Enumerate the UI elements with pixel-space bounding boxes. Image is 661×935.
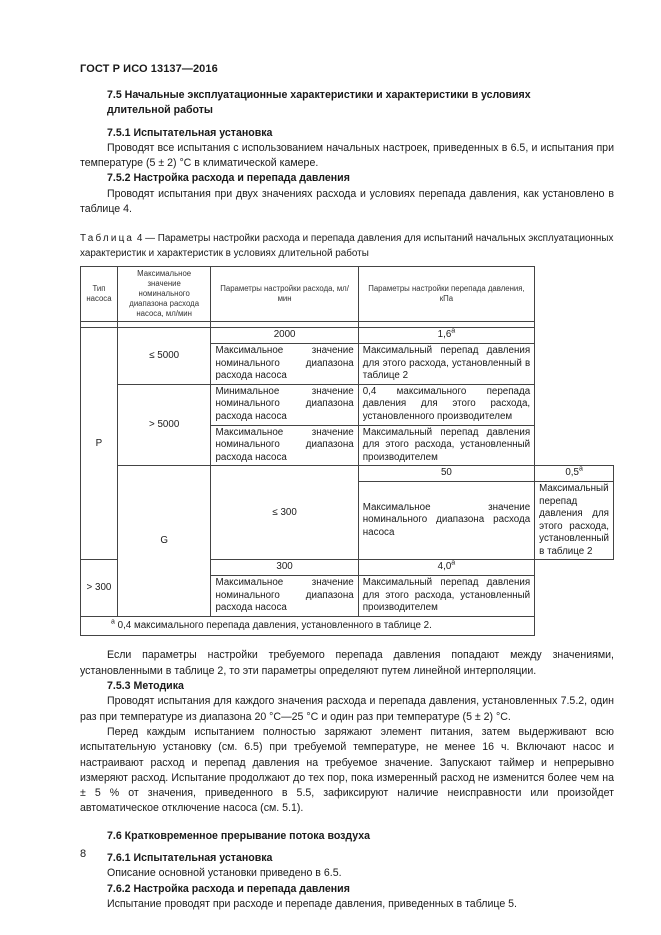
footnote-ref: а [451,328,456,336]
pressure-value: 4,0 [437,561,452,573]
pressure-value: 0,5 [565,467,579,479]
section-7-6-2-text: Испытание проводят при расходе и перепаде давления, приведенных в таблице 5. [107,897,517,910]
page-number: 8 [80,848,87,860]
range-cell: > 5000 [117,384,211,466]
pump-type-p: P [81,328,118,560]
section-7-5-2-heading: 7.5.2 Настройка расхода и перепада давления [107,172,350,185]
footnote-ref: а [578,466,583,474]
table-footnote-row [81,616,614,636]
flow-cell: Максимальное значение номинального диапазона расхода насоса [211,425,358,466]
table-4 [80,266,614,636]
table-caption-text: 4 — Параметры настройки расхода и перепада давления для испытаний начальных эксплуатационных характеристик и характеристик в условиях длительной работы [80,233,614,260]
range-cell: > 300 [81,560,118,616]
table-row [81,466,614,482]
after-table-text: Если параметры настройки требуемого перепада давления попадают между значениями, установленными в таблице 2, то эти параметры определяют путем линейной интерполяции. [80,649,614,677]
table-caption-word: Таблица [80,233,135,245]
section-7-5-3-p2: Перед каждым испытанием полностью заряжают элемент питания, затем выдерживают всю испытательную установку (см. 6.5) при требуемой температуре, не менее 16 ч. Включают насос и настраивают расход и перепад давления на требуемое значение. Запускают таймер и непрерывно измеряют расход. Испытание продолжают до тех пор, пока измеренный расход не изменится более чем на ± 5 % от значения, приведенного в 5.5, зафиксируют наличие неисправности или произойдет автоматическое отключение насоса (см. 5.1). [80,725,614,815]
section-7-6-1-heading: 7.6.1 Испытательная установка [107,852,273,864]
pressure-cell [535,466,614,482]
main-content [80,88,614,912]
footnote-ref: а [451,560,456,568]
section-7-6-2-heading: 7.6.2 Настройка расхода и перепада давления [107,882,350,895]
section-7-6-heading: 7.6 Кратковременное прерывание потока воздуха [107,829,371,842]
footnote-text: 0,4 максимального перепада давления, установленного в таблице 2. [114,619,432,631]
flow-cell: Максимальное значение номинального диапазона расхода насоса [211,343,358,384]
header-max-range: Максимальное значение номинального диапазона расхода насоса, мл/мин [117,267,211,322]
flow-cell: 300 [211,560,358,576]
table-row [81,384,614,425]
flow-cell: Максимальное значение номинального диапазона расхода насоса [358,481,534,560]
range-cell: ≤ 300 [211,466,358,560]
section-7-5-2-text: Проводят испытания при двух значениях расхода и условиях перепада давления, как установлено в таблице 4. [80,187,614,216]
pressure-cell: Максимальный перепад давления для этого расхода, установленный производителем [358,576,534,617]
pressure-cell: 0,4 максимального перепада давления для этого расхода, установленного производителем [358,384,534,425]
footnote-mark: а [111,618,115,626]
table-header-row [81,267,614,322]
section-7-6-1-text: Описание основной установки приведено в 6.5. [107,867,342,880]
flow-cell: Максимальное значение номинального диапазона расхода насоса [211,576,358,617]
table-row [81,328,614,344]
section-7-5-3-p1: Проводят испытания для каждого значения расхода и перепада давления, установленных 7.5.2, один раз при температуре из диапазона 20 °С—25 °С и один раз при температуре (5 ± 2) °С. [80,695,614,723]
section-7-5-1-text: Проводят все испытания с использованием начальных настроек, приведенных в 6.5, и испытания при температуре (5 ± 2) °С в климатической камере. [80,141,614,170]
section-7-5-1-heading: 7.5.1 Испытательная установка [107,126,273,139]
pressure-cell [358,328,534,344]
header-pump-type: Тип насоса [81,267,118,322]
flow-cell: 2000 [211,328,358,344]
pump-type-g: G [117,466,211,617]
header-pressure-setting: Параметры настройки перепада давления, кПа [358,267,534,322]
pressure-value: 1,6 [437,329,452,341]
pressure-cell: Максимальный перепад давления для этого расхода, установленный в таблице 2 [358,343,534,384]
range-cell: ≤ 5000 [117,328,211,384]
table-4-caption [80,231,614,261]
section-7-5-heading: 7.5 Начальные эксплуатационные характеристики и характеристики в условиях длительной работы [107,89,531,117]
pressure-cell [358,560,534,576]
pressure-cell: Максимальный перепад давления для этого расхода, установленный в таблице 2 [535,481,614,560]
document-header: ГОСТ Р ИСО 13137—2016 [80,63,218,75]
section-7-5-3-heading: 7.5.3 Методика [107,680,184,693]
header-flow-setting: Параметры настройки расхода, мл/мин [211,267,358,322]
flow-cell: Минимальное значение номинального диапазона расхода насоса [211,384,358,425]
flow-cell: 50 [358,466,534,482]
pressure-cell: Максимальный перепад давления для этого расхода, установленный производителем [358,425,534,466]
table-footnote [81,616,535,636]
